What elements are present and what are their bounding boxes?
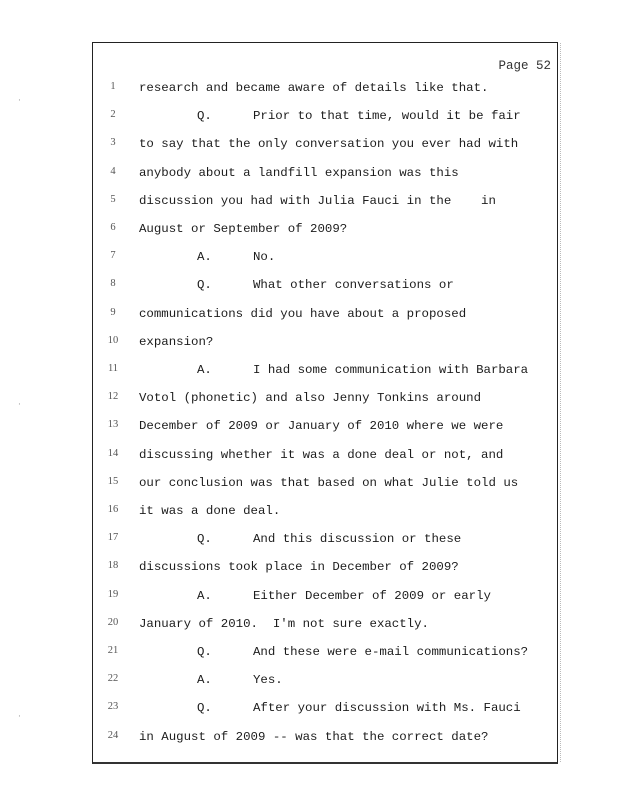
speaker-label: Q.: [197, 532, 212, 547]
speaker-label: Q.: [197, 701, 212, 716]
line-text: August or September of 2009?: [139, 222, 348, 236]
line-text: Yes.: [253, 673, 283, 688]
transcript-line: [93, 617, 557, 637]
transcript-line: [93, 109, 557, 129]
line-text: discussion you had with Julia Fauci in the in: [139, 193, 496, 208]
speaker-label: Q.: [197, 278, 212, 293]
speaker-label: Q.: [197, 109, 212, 124]
transcript-line: [93, 673, 557, 693]
transcript-line: [93, 278, 557, 298]
line-text: No.: [253, 250, 276, 265]
transcript-line: [93, 589, 557, 609]
line-number: 17: [107, 532, 119, 544]
line-number: 8: [110, 278, 116, 290]
line-text: And these were e-mail communications?: [253, 645, 529, 659]
line-number: 7: [110, 250, 116, 262]
line-text: After your discussion with Ms. Fauci: [253, 701, 521, 716]
transcript-line: [93, 166, 557, 186]
transcript-line: [93, 335, 557, 355]
line-text: it was a done deal.: [139, 504, 281, 518]
transcript-line: [93, 448, 557, 468]
transcript-line: [93, 730, 557, 750]
line-number: 15: [107, 475, 119, 487]
transcript-line: [93, 307, 557, 327]
line-text: December of 2009 or January of 2010 where we were: [139, 419, 504, 434]
line-number: 20: [107, 616, 119, 628]
line-number: 19: [107, 588, 119, 600]
line-text: anybody about a landfill expansion was this: [139, 165, 459, 180]
line-text: in August of 2009 -- was that the correct date?: [139, 729, 489, 744]
line-number: 13: [107, 419, 119, 431]
speaker-label: A.: [197, 250, 212, 265]
line-text: And this discussion or these: [253, 532, 462, 547]
line-number: 1: [110, 81, 116, 92]
line-text: communications did you have about a proposed: [139, 306, 467, 321]
line-number: 18: [107, 560, 119, 572]
transcript-line: [93, 81, 557, 101]
transcript-page: [92, 42, 558, 764]
line-number: 12: [107, 391, 119, 403]
speaker-label: Q.: [197, 645, 212, 659]
speaker-label: A.: [197, 363, 212, 377]
line-number: 2: [110, 109, 116, 121]
line-text: to say that the only conversation you ever had with: [139, 137, 519, 152]
scan-mark: ·: [18, 96, 21, 106]
line-number: 3: [110, 137, 116, 149]
line-number: 5: [110, 193, 116, 205]
line-number: 24: [107, 729, 119, 741]
transcript-line: [93, 532, 557, 552]
transcript-line: [93, 701, 557, 721]
speaker-label: A.: [197, 673, 212, 688]
line-text: our conclusion was that based on what Julie told us: [139, 475, 519, 490]
line-number: 21: [107, 645, 119, 656]
line-text: Prior to that time, would it be fair: [253, 109, 521, 124]
line-text: discussing whether it was a done deal or not, and: [139, 447, 504, 462]
line-text: expansion?: [139, 334, 214, 349]
line-number: 6: [110, 222, 116, 233]
line-number: 10: [107, 334, 119, 346]
page-number: Page 52: [498, 59, 551, 73]
transcript-line: [93, 419, 557, 439]
line-text: What other conversations or: [253, 278, 454, 293]
scan-mark: ·: [18, 400, 21, 410]
transcript-line: [93, 560, 557, 580]
line-number: 16: [107, 504, 119, 515]
line-number: 9: [110, 306, 116, 318]
line-number: 23: [107, 701, 119, 713]
line-number: 14: [107, 447, 119, 459]
line-text: January of 2010. I'm not sure exactly.: [139, 616, 429, 631]
line-text: I had some communication with Barbara: [253, 363, 529, 377]
line-text: research and became aware of details like that.: [139, 81, 489, 95]
transcript-line: [93, 137, 557, 157]
transcript-line: [93, 250, 557, 270]
line-text: Either December of 2009 or early: [253, 588, 491, 603]
line-number: 4: [110, 165, 116, 177]
speaker-label: A.: [197, 588, 212, 603]
line-text: discussions took place in December of 2009?: [139, 560, 459, 575]
transcript-line: [93, 476, 557, 496]
transcript-line: [93, 363, 557, 383]
transcript-line: [93, 645, 557, 665]
line-number: 11: [107, 363, 119, 374]
transcript-line: [93, 391, 557, 411]
line-text: Votol (phonetic) and also Jenny Tonkins around: [139, 391, 482, 406]
scan-mark: ·: [18, 712, 21, 722]
transcript-line: [93, 222, 557, 242]
transcript-line: [93, 194, 557, 214]
transcript-line: [93, 504, 557, 524]
line-number: 22: [107, 673, 119, 685]
